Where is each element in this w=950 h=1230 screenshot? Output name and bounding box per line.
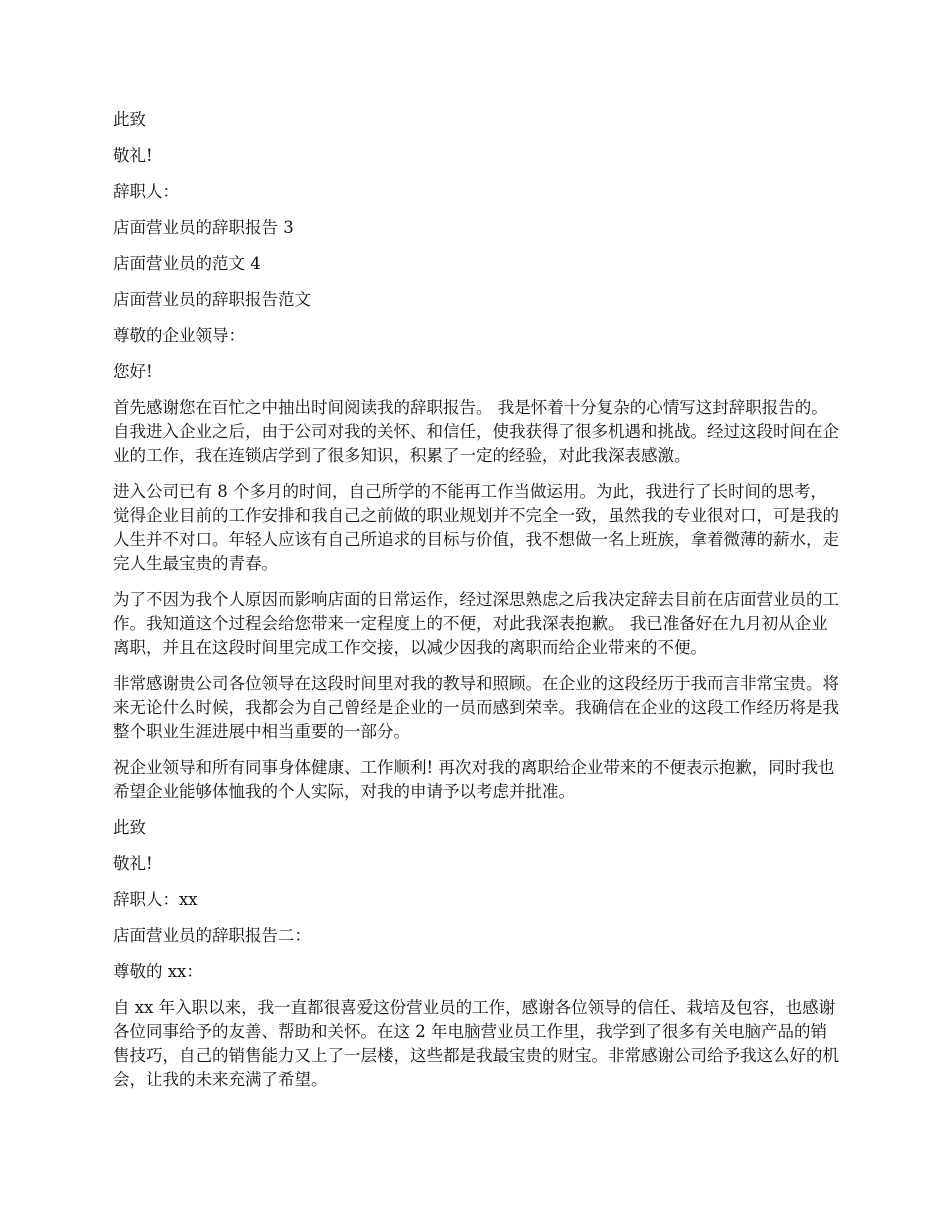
- body-paragraph: 非常感谢贵公司各位领导在这段时间里对我的教导和照顾。在企业的这段经历于我而言非常宝贵。将来无论什么时候，我都会为自己曾经是企业的一员而感到荣幸。我确信在企业的这段工作经历将是我整个职业生涯进展中相当重要的一部分。: [113, 674, 839, 741]
- body-paragraph: 首先感谢您在百忙之中抽出时间阅读我的辞职报告。 我是怀着十分复杂的心情写这封辞职报告的。自我进入企业之后，由于公司对我的关怀、和信任，使我获得了很多机遇和挑战。经过这段时间在企业的工作，我在连锁店学到了很多知识，积累了一定的经验，对此我深表感激。: [113, 398, 839, 465]
- greeting-hello: 您好!: [113, 362, 153, 381]
- body-paragraph: 为了不因为我个人原因而影响店面的日常运作，经过深思熟虑之后我决定辞去目前在店面营业员的工作。我知道这个过程会给您带来一定程度上的不便，对此我深表抱歉。 我已准备好在九月初从企业离职，并且在这段时间里完成工作交接，以减少因我的离职而给企业带来的不便。: [113, 590, 839, 657]
- closing-salutation: 此致: [113, 818, 146, 837]
- greeting: 尊敬的 xx：: [113, 962, 203, 981]
- document-body: [113, 108, 841, 1104]
- body-paragraph: 祝企业领导和所有同事身体健康、工作顺利! 再次对我的离职给企业带来的不便表示抱歉，同时我也希望企业能够体恤我的个人实际，对我的申请予以考虑并批准。: [113, 758, 835, 801]
- closing-salutation: 此致: [113, 110, 146, 129]
- body-paragraph: 自 xx 年入职以来，我一直都很喜爱这份营业员的工作，感谢各位领导的信任、栽培及包容，也感谢各位同事给予的友善、帮助和关怀。在这 2 年电脑营业员工作里，我学到了很多有关电脑产品的销售技巧，自己的销售能力又上了一层楼，这些都是我最宝贵的财宝。非常感谢公司给予我这么好的机会，让我的未来充满了希望。: [113, 998, 839, 1089]
- section-heading: 店面营业员的辞职报告 3: [113, 218, 294, 237]
- section-heading: 店面营业员的辞职报告范文: [113, 290, 311, 309]
- section-heading: 店面营业员的辞职报告二：: [113, 926, 311, 945]
- body-paragraph: 进入公司已有 8 个多月的时间，自己所学的不能再工作当做运用。为此，我进行了长时间的思考，觉得企业目前的工作安排和我自己之前做的职业规划并不完全一致，虽然我的专业很对口，可是我的人生并不对口。年轻人应该有自己所追求的目标与价值，我不想做一名上班族，拿着微薄的薪水，走完人生最宝贵的青春。: [113, 482, 839, 573]
- signature-line: 辞职人：: [113, 182, 179, 201]
- closing-regards: 敬礼!: [113, 854, 153, 873]
- section-heading: 店面营业员的范文 4: [113, 254, 261, 273]
- signature-line: 辞职人：xx: [113, 890, 198, 909]
- greeting: 尊敬的企业领导：: [113, 326, 245, 345]
- closing-regards: 敬礼!: [113, 146, 153, 165]
